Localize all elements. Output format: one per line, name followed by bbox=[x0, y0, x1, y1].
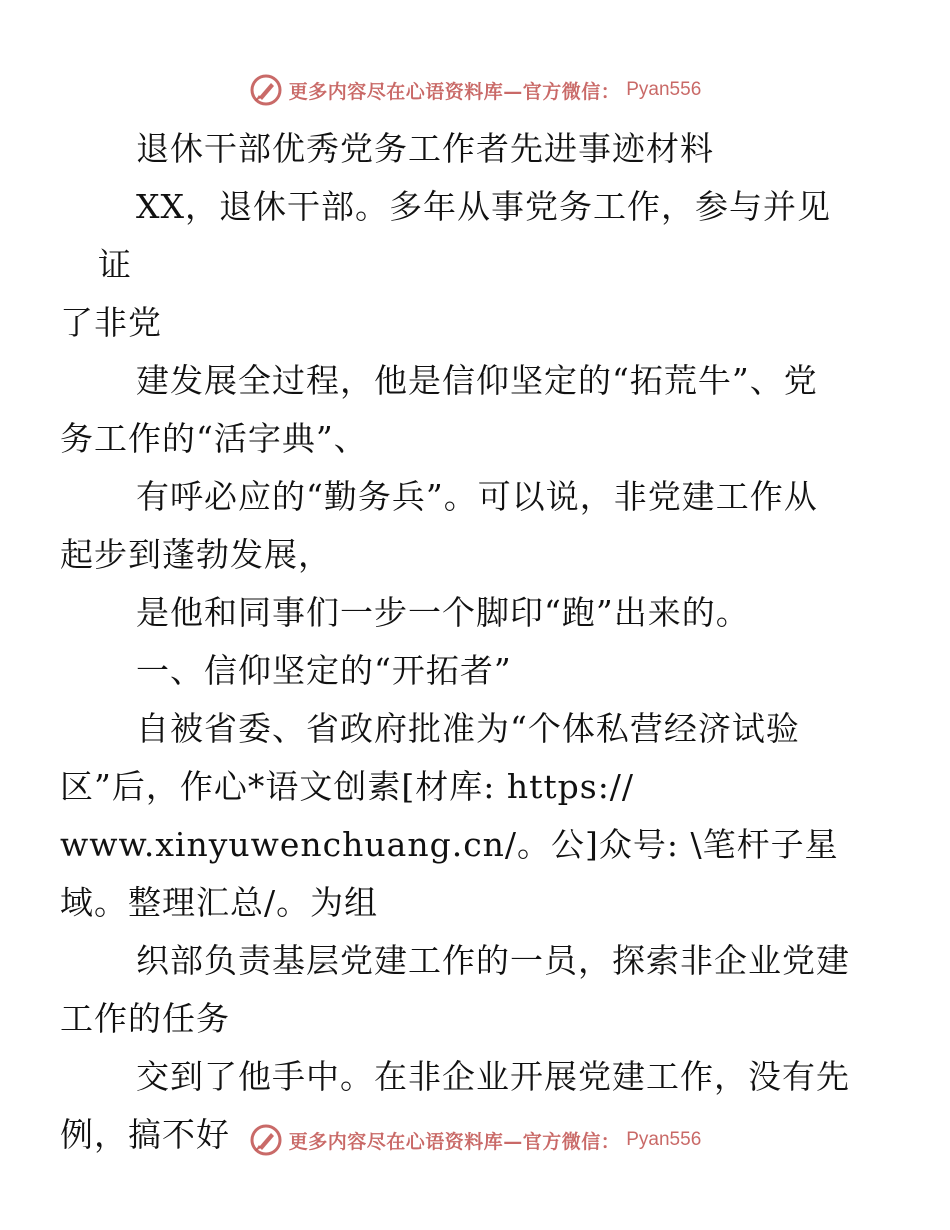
watermark-handle: Pyan556 bbox=[626, 1129, 702, 1150]
document-title: 退休干部优秀党务工作者先进事迹材料 bbox=[136, 129, 714, 168]
paragraph: 交到了他手中。在非企业开展党建工作，没有先 例，搞不好 bbox=[60, 1057, 850, 1154]
document-body bbox=[60, 120, 858, 1164]
watermark-text: 更多内容尽在心语资料库—官方微信： bbox=[288, 1130, 621, 1153]
paragraph: 自被省委、省政府批准为“个体私营经济试验 区”后，作心*语文创素[材库: https:// www.xinyuwenchuang.cn/。公]众号: \笔杆子星 域。整理汇总/。为组 bbox=[60, 709, 839, 922]
watermark-header bbox=[0, 70, 950, 110]
watermark-footer bbox=[0, 1120, 950, 1160]
watermark-text: 更多内容尽在心语资料库—官方微信： bbox=[288, 80, 621, 103]
paragraph: 有呼必应的“勤务兵”。可以说，非党建工作从 起步到蓬勃发展， bbox=[60, 477, 818, 574]
paragraph: 织部负责基层党建工作的一员，探索非企业党建 工作的任务 bbox=[60, 941, 850, 1038]
watermark-handle: Pyan556 bbox=[626, 79, 702, 100]
section-heading: 一、信仰坚定的“开拓者” bbox=[136, 651, 512, 690]
pen-logo-icon bbox=[249, 1123, 283, 1157]
paragraph: 建发展全过程，他是信仰坚定的“拓荒牛”、党 务工作的“活字典”、 bbox=[60, 361, 818, 458]
paragraph: XX，退休干部。多年从事党务工作，参与并见证 了非党 bbox=[60, 187, 831, 342]
pen-logo-icon bbox=[249, 73, 283, 107]
paragraph: 是他和同事们一步一个脚印“跑”出来的。 bbox=[136, 593, 750, 632]
